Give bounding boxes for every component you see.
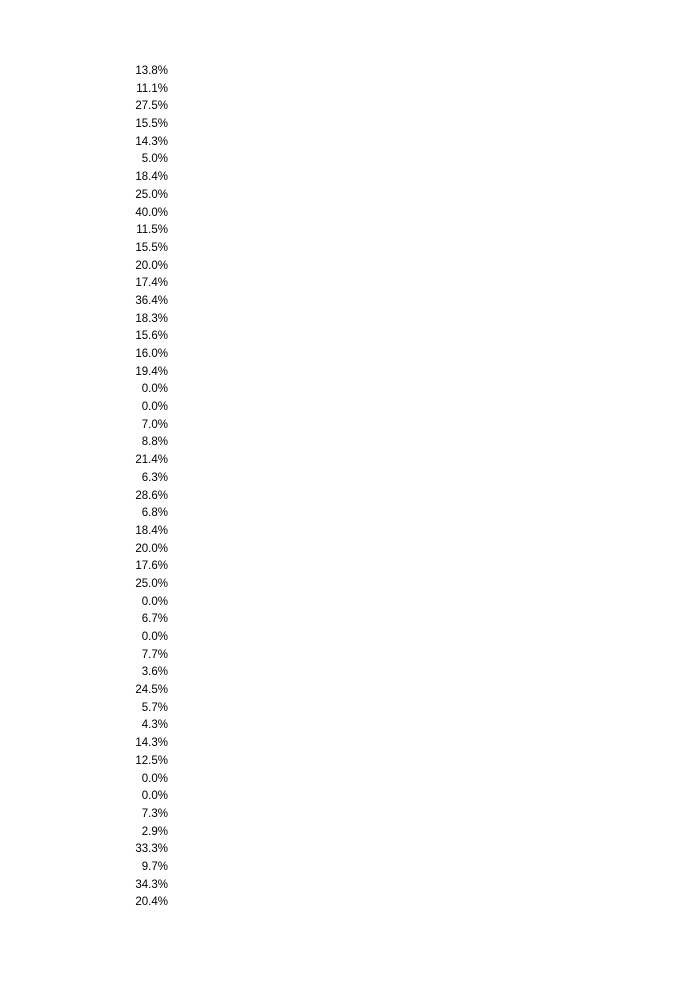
percentage-cell: 0.0% xyxy=(141,383,168,396)
percentage-cell: 14.3% xyxy=(135,135,168,148)
percentage-cell: 7.0% xyxy=(141,418,168,431)
percentage-cell: 15.6% xyxy=(135,330,168,343)
percentage-cell: 18.4% xyxy=(135,524,168,537)
percentage-cell: 0.0% xyxy=(141,401,168,414)
percentage-cell: 18.4% xyxy=(135,171,168,184)
percentage-cell: 5.7% xyxy=(141,701,168,714)
percentage-cell: 17.4% xyxy=(135,277,168,290)
percentage-cell: 2.9% xyxy=(141,825,168,838)
percentage-cell: 27.5% xyxy=(135,100,168,113)
percentage-cell: 6.3% xyxy=(141,471,168,484)
percentage-cell: 28.6% xyxy=(135,489,168,502)
percentage-cell: 9.7% xyxy=(141,860,168,873)
percentage-cell: 6.8% xyxy=(141,507,168,520)
percentage-cell: 40.0% xyxy=(135,206,168,219)
percentage-cell: 19.4% xyxy=(135,365,168,378)
percentage-cell: 6.7% xyxy=(141,613,168,626)
percentage-cell: 21.4% xyxy=(135,454,168,467)
percentage-cell: 15.5% xyxy=(135,118,168,131)
percentage-cell: 11.5% xyxy=(136,224,168,237)
percentage-cell: 18.3% xyxy=(135,312,168,325)
percentage-cell: 20.0% xyxy=(135,259,168,272)
percentage-cell: 11.1% xyxy=(136,82,168,95)
percentage-cell: 7.7% xyxy=(141,648,168,661)
percentage-cell: 13.8% xyxy=(135,65,168,77)
percentage-cell: 25.0% xyxy=(135,577,168,590)
percentage-cell: 24.5% xyxy=(135,684,168,697)
percentage-cell: 33.3% xyxy=(135,843,168,856)
percentage-cell: 4.3% xyxy=(141,719,168,732)
percentage-cell: 20.4% xyxy=(135,896,168,909)
percentage-cell: 0.0% xyxy=(141,595,168,608)
percentage-cell: 0.0% xyxy=(141,631,168,643)
percentage-column xyxy=(120,63,168,912)
percentage-cell: 34.3% xyxy=(135,878,168,891)
percentage-cell: 8.8% xyxy=(141,436,168,449)
percentage-cell: 25.0% xyxy=(135,188,168,201)
percentage-cell: 12.5% xyxy=(135,754,168,767)
percentage-cell: 36.4% xyxy=(135,294,168,307)
percentage-cell: 0.0% xyxy=(141,790,168,803)
percentage-cell: 14.3% xyxy=(135,737,168,750)
percentage-cell: 17.6% xyxy=(135,560,168,573)
percentage-cell: 3.6% xyxy=(141,666,168,679)
percentage-cell: 16.0% xyxy=(135,348,168,360)
percentage-cell: 5.0% xyxy=(141,153,168,166)
percentage-cell: 15.5% xyxy=(135,241,168,254)
percentage-cell: 20.0% xyxy=(135,542,168,555)
percentage-cell: 0.0% xyxy=(141,772,168,785)
percentage-cell: 7.3% xyxy=(141,807,168,820)
